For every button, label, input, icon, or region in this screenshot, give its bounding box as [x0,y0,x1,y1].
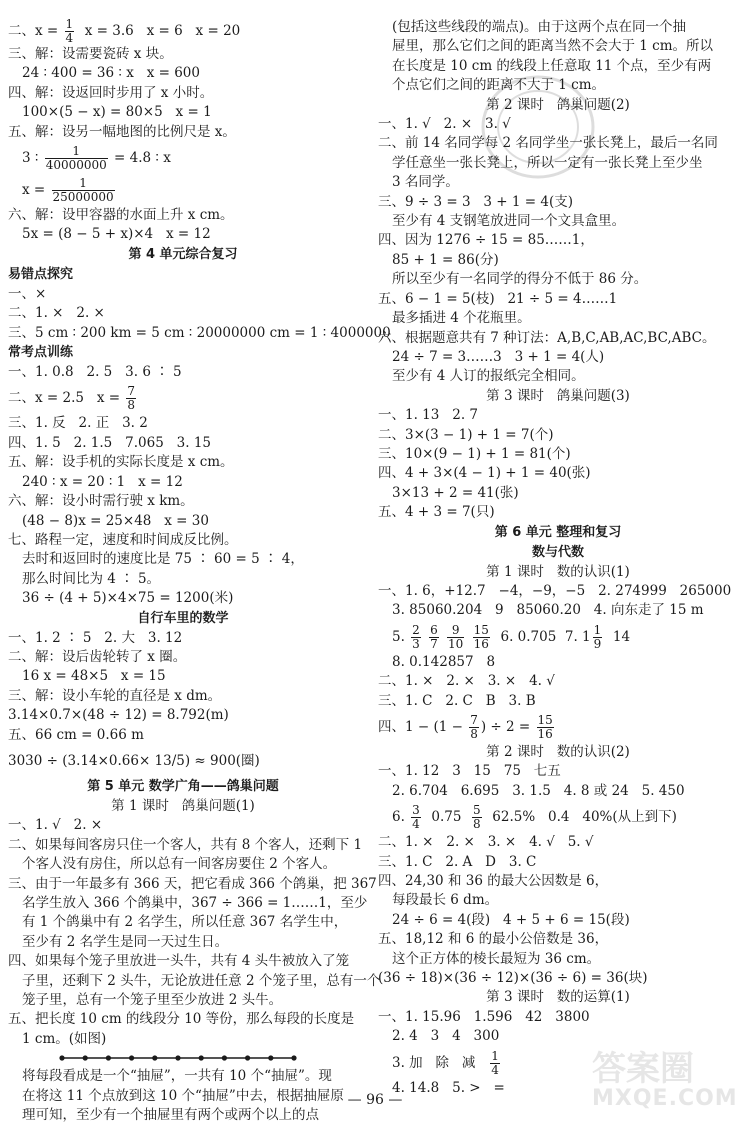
answer-line: 个客人没有房住，所以总有一间客房要住 2 个客人。 [22,856,337,873]
answer-line: 五、把长度 10 cm 的线段分 10 等份，那么每段的长度是 [8,1011,355,1028]
answer-line: 一、1. √ 2. × [8,817,103,834]
answer-line: 那么时间比为 4 ∶ 5。 [22,570,161,587]
answer-line: 三、9 ÷ 3 = 3 3 + 1 = 4(支) [378,193,574,210]
answer-line: 六、根据题意共有 7 种订法：A,B,C,AB,AC,BC,ABC。 [378,329,716,346]
answer-line: 至少有 4 人订的报纸完全相同。 [392,368,585,385]
answer-line: 在将这 11 个点放到这 10 个“抽屉”中去，根据抽屉原 [22,1087,344,1104]
segment-point [291,1056,296,1061]
answer-line: 二、如果每间客房只住一个客人，共有 8 个客人，还剩下 1 [8,836,363,853]
answer-line: 5x = (8 − 5 + x)×4 x = 12 [22,226,211,243]
answer-line: 个点它们之间的距离不大于 1 cm。 [392,77,606,94]
segment-point [106,1056,111,1061]
answer-line: 三、1. C 2. C B 3. B [378,692,536,709]
answer-line: 3. 85060.204 9 85060.20 4. 向东走了 15 m [392,602,704,619]
answer-line: 3030 ÷ (3.14×0.66× 13/5) ≈ 900(圈) [8,752,260,769]
subsection-heading: 数与代数 [531,544,584,560]
answer-line: 五、4 + 3 = 7(只) [378,504,495,521]
answer-line: 将每段看成是一个“抽屉”，一共有 10 个“抽屉”。现 [22,1068,332,1085]
subsection-heading: 常考点训练 [8,345,74,361]
answer-line: 240 ∶ x = 20 ∶ 1 x = 12 [22,473,183,490]
answer-line: 这个正方体的棱长最短为 36 cm。 [392,950,601,967]
answer-line: 四、1. 5 2. 1.5 7.065 3. 15 [8,434,212,451]
answer-line: 最多插进 4 个花瓶里。 [392,310,531,327]
segment-point [245,1056,250,1061]
answer-line: 三、5 cm ∶ 200 km = 5 cm ∶ 20000000 cm = 1 ∶ 4000000 [8,324,391,341]
answer-line: 1 cm。(如图) [22,1030,107,1047]
stamp-mark [478,70,598,185]
watermark-logo [592,1051,744,1115]
answer-line: (36 ÷ 18)×(36 ÷ 12)×(36 ÷ 6) = 36(块) [378,970,648,987]
answer-line: 在长度是 10 cm 的线段上任意取 11 个点，至少有两 [392,57,712,74]
answer-line: 3.14×0.7×(48 ÷ 12) = 8.792(m) [8,707,229,724]
answer-line: 二、前 14 名同学每 2 名同学坐一张长凳上，最后一名同 [378,135,718,152]
answer-line: 四、如果每个笼子里放进一头牛，共有 4 头牛被放入了笼 [8,953,350,970]
segment-diagram [58,1049,298,1067]
answer-line: 六、解：设甲容器的水面上升 x cm。 [8,207,234,224]
answer-line: 二、x = 2.5 x = $\frac{7}{8}$ [8,384,135,413]
answer-line: 8. 0.142857 8 [392,653,496,670]
section-heading: 第 5 单元 数学广角——鸽巢问题 [87,778,279,794]
answer-line: 4. 14.8 5. > = [392,1079,505,1096]
answer-line: 二、1. × 2. × [8,305,105,322]
segment-point [83,1056,88,1061]
answer-line: 二、1. × 2. × 3. × 4. √ 5. √ [378,834,594,851]
answer-line: 3 名同学。 [392,174,459,191]
lesson-heading: 第 2 课时 数的认识(2) [486,744,630,760]
answer-line: 三、解：设小车轮的直径是 x dm。 [8,687,222,704]
answer-line: 100×(5 − x) = 80×5 x = 1 [22,104,212,121]
answer-line: 五、18,12 和 6 的最小公倍数是 36， [378,931,609,948]
subsection-heading: 易错点探究 [8,266,74,282]
answer-line: (48 − 8)x = 25×48 x = 30 [22,512,209,529]
answer-line: 三、解：设需要瓷砖 x 块。 [8,46,173,62]
answer-line: 去时和返回时的速度比是 75 ∶ 60 = 5 ∶ 4， [22,551,304,568]
watermark-url: MXQE.COM [592,1086,738,1111]
answer-line: 至少有 4 支钢笔放进同一个文具盒里。 [392,213,626,230]
answer-line: x = $\frac{1}{25000000}$ [22,176,114,205]
answer-line: 五、66 cm = 0.66 m [8,726,144,743]
segment-point [129,1056,134,1061]
segment-point [199,1056,204,1061]
lesson-heading: 第 1 课时 数的认识(1) [486,563,630,580]
answer-line: 五、6 − 1 = 5(枝) 21 ÷ 5 = 4……1 [378,290,618,307]
answer-line: 16 x = 48×5 x = 15 [22,668,166,685]
section-heading: 第 6 单元 整理和复习 [494,524,622,540]
answer-line: 笼子里，总有一个笼子里至少放进 2 头牛。 [22,992,283,1009]
answer-line: 一、1. 13 2. 7 [378,407,478,424]
answer-line: 屉里，那么它们之间的距离当然不会大于 1 cm。所以 [392,38,714,55]
answer-line: 三、10×(9 − 1) + 1 = 81(个) [378,445,571,462]
page-number: — 96 — [347,1092,403,1108]
answer-line: 四、1 − (1 − $\frac{7}{8}$ ) ÷ 2 = $\frac{15}{16}$ [378,713,553,741]
segment-point [268,1056,273,1061]
answer-line: 24 ÷ 7 = 3……3 3 + 1 = 4(人) [392,348,605,365]
answer-line: 学任意坐一张长凳上，所以一定有一张长凳上至少坐 [392,154,703,171]
answer-line: 三、1. C 2. A D 3. C [378,853,537,870]
answer-line: 五、解：设另一幅地图的比例尺是 x。 [8,123,236,140]
section-heading: 第 4 单元综合复习 [128,246,238,262]
segment-point [152,1056,157,1061]
answer-line: 24 ÷ 6 = 4(段) 4 + 5 + 6 = 15(段) [392,911,630,928]
answer-line: 36 ÷ (4 + 5)×4×75 = 1200(米) [22,590,234,607]
answer-line: 24 ∶ 400 = 36 ∶ x x = 600 [22,65,200,82]
segment-point [222,1056,227,1061]
answer-line: 一、1. 12 3 15 75 七五 [378,763,561,780]
answer-line: 名学生放入 366 个鸽巢中，367 ÷ 366 = 1……1，至少 [22,895,368,911]
answer-line: 四、4 + 3×(4 − 1) + 1 = 40(张) [378,465,591,482]
answer-line: 二、x = $\frac{1}{4}$ x = 3.6 x = 6 x = 20 [8,17,241,45]
answer-line: 二、1. × 2. × 3. × 4. √ [378,673,555,690]
lesson-heading: 第 3 课时 数的运算(1) [486,989,630,1006]
segment-point [175,1056,180,1061]
answer-line: 三、1. 反 2. 正 3. 2 [8,415,148,432]
answer-line: 3 ∶ $\frac{1}{40000000}$ = 4.8 ∶ x [22,144,171,173]
answer-line: 子里，还剩下 2 头牛，无论放进任意 2 个笼子里，总有一个 [22,972,381,989]
answer-line: 每段最长 6 dm。 [392,892,499,909]
answer-line: 6. $\frac{3}{4}$ 0.75 $\frac{5}{8}$ 62.5% 0.4 40%(从上到下) [392,803,677,832]
lesson-heading: 第 1 课时 鸽巢问题(1) [111,797,255,814]
answer-line: 七、路程一定，速度和时间成反比例。 [8,531,238,548]
answer-line: 五、解：设手机的实际长度是 x cm。 [8,454,234,471]
answer-line: 一、1. 0.8 2. 5 3. 6 ∶ 5 [8,364,182,381]
answer-line: 六、解：设小时需行驶 x km。 [8,493,194,510]
answer-line: 一、× [8,285,47,302]
answer-line: 二、3×(3 − 1) + 1 = 7(个) [378,426,554,443]
answer-line: 三、由于一年最多有 366 天，把它看成 366 个鸽巢，把 367 [8,875,377,892]
answer-line: 四、因为 1276 ÷ 15 = 85……1， [378,232,594,249]
answer-line: 至少有 2 名学生是同一天过生日。 [22,933,229,950]
answer-line: 一、1. 15.96 1.596 42 3800 [378,1008,590,1025]
watermark-text: 答案圈 [592,1049,694,1089]
segment-point [59,1056,64,1061]
answer-line: 二、解：设后齿轮转了 x 圈。 [8,648,187,665]
section-heading: 自行车里的数学 [137,610,229,626]
answer-line: 四、解：设返回时步用了 x 小时。 [8,84,214,101]
lesson-heading: 第 2 课时 鸽巢问题(2) [486,96,630,113]
answer-line: 四、24,30 和 36 的最大公因数是 6， [378,873,609,890]
answer-line: 所以至少有一名同学的得分不低于 86 分。 [392,271,648,288]
answer-line: 理可知，至少有一个抽屉里有两个或两个以上的点 [22,1107,319,1124]
answer-line: 3. 加 除 减 $\frac{1}{4}$ [392,1048,499,1077]
answer-line: (包括这些线段的端点)。由于这两个点在同一个抽 [392,19,687,35]
answer-line: 有 1 个鸽巢中有 2 名学生，所以任意 367 名学生中， [22,914,348,931]
answer-line: 2. 4 3 4 300 [392,1028,500,1045]
answer-line: 一、1. 6，+12.7 −4，−9，−5 2. 274999 265000 [378,582,732,599]
answer-line: 一、1. √ 2. × 3. √ [378,116,511,133]
answer-line: 5. $\frac{2}{3}$ $\frac{6}{7}$ $\frac{9}{10}$ $\frac{15}{16}$ 6. 0.705 7. 1 $\frac{1}{9}$ 14 [392,622,631,651]
answer-line: 一、1. 2 ∶ 5 2. 大 3. 12 [8,629,183,646]
answer-line: 85 + 1 = 86(分) [392,251,499,268]
lesson-heading: 第 3 课时 鸽巢问题(3) [486,387,630,404]
answer-line: 2. 6.704 6.695 3. 1.5 4. 8 或 24 5. 450 [392,782,685,799]
answer-line: 3×13 + 2 = 41(张) [392,484,519,501]
